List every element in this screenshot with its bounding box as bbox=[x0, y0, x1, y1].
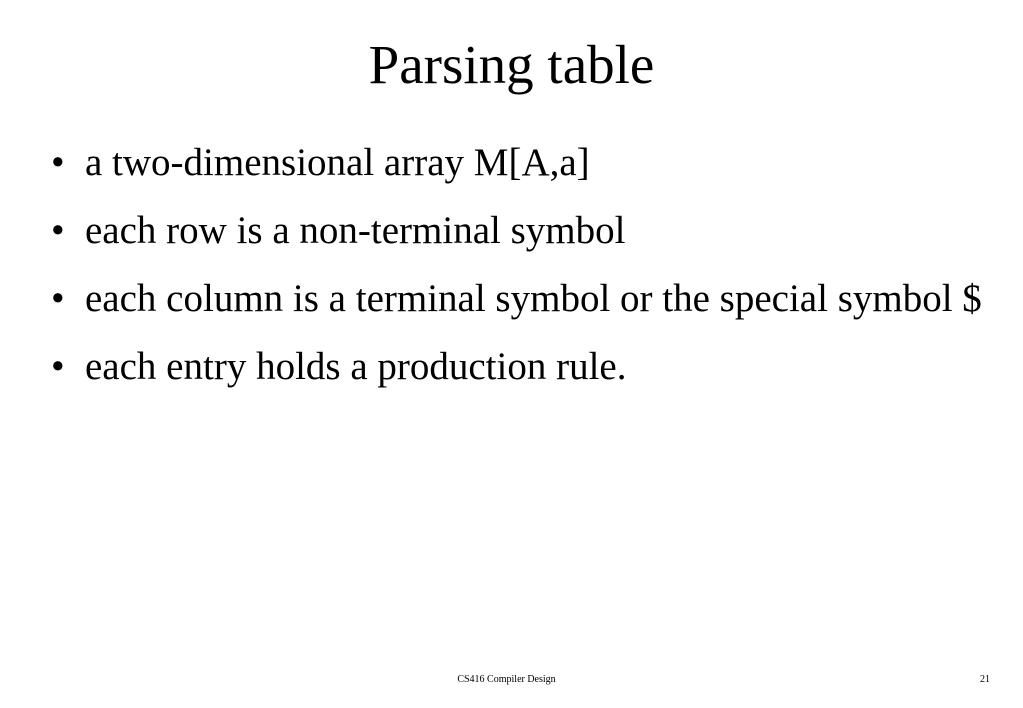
bullet-text: each entry holds a production rule. bbox=[85, 345, 627, 388]
bullet-text: a two-dimensional array M[A,a] bbox=[85, 141, 590, 184]
bullet-dot-icon: • bbox=[51, 345, 65, 388]
footer-course: CS416 Compiler Design bbox=[457, 674, 556, 685]
bullet-item bbox=[47, 344, 1007, 389]
bullet-dot-icon: • bbox=[51, 141, 65, 184]
slide-title: Parsing table bbox=[368, 34, 655, 95]
bullet-text: each row is a non-terminal symbol bbox=[85, 209, 626, 252]
bullet-list bbox=[47, 140, 1007, 412]
bullet-dot-icon: • bbox=[51, 209, 65, 252]
bullet-text: each column is a terminal symbol or the special symbol $ bbox=[85, 277, 982, 320]
bullet-item bbox=[47, 140, 1007, 185]
bullet-dot-icon: • bbox=[51, 277, 65, 320]
bullet-item bbox=[47, 276, 1007, 321]
footer-page-number: 21 bbox=[980, 674, 990, 685]
bullet-item bbox=[47, 208, 1007, 253]
